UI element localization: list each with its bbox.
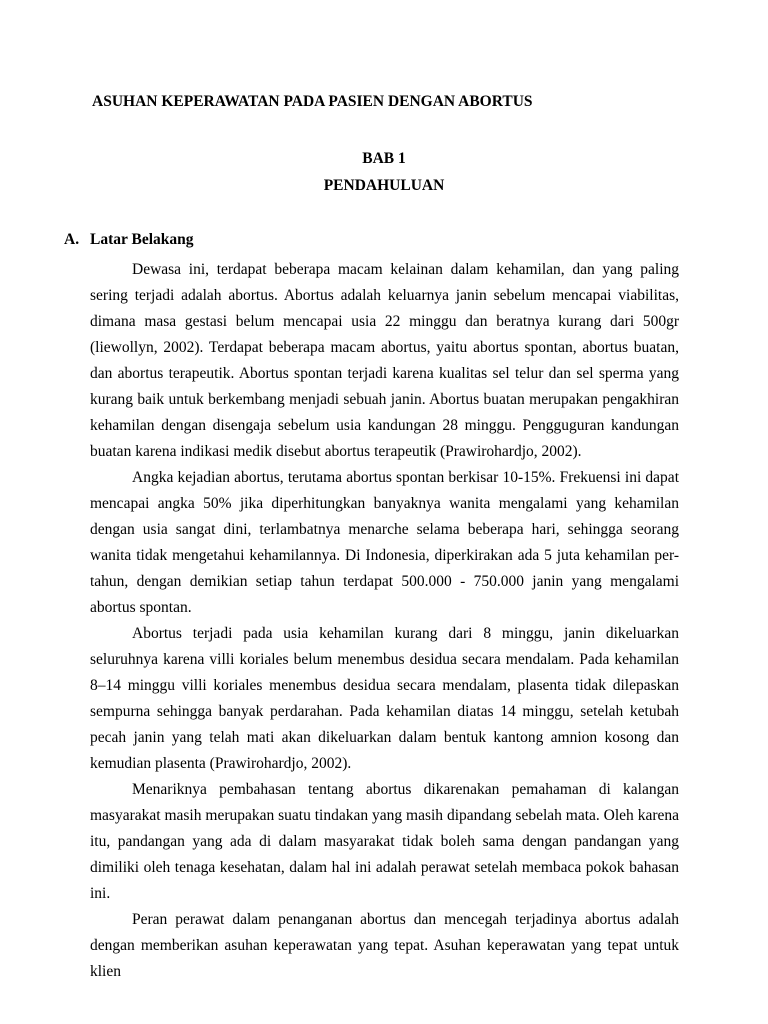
- chapter-number: BAB 1: [362, 150, 406, 167]
- paragraph: Angka kejadian abortus, terutama abortus spontan berkisar 10-15%. Frekuensi ini dapat mencapai angka 50% jika diperhitungkan banyaknya wanita mengalami yang kehamilan dengan usia sangat dini, terlambatnya menarche selama beberapa hari, sehingga seorang wanita tidak mengetahui kehamilannya. Di Indonesia, diperkirakan ada 5 juta kehamilan per-tahun, dengan demikian setiap tahun terdapat 500.000 - 750.000 janin yang mengalami abortus spontan.: [90, 469, 679, 616]
- section-letter: A.: [64, 231, 80, 248]
- section-heading-text: Latar Belakang: [90, 231, 194, 248]
- chapter-title: PENDAHULUAN: [323, 177, 445, 194]
- paragraph: Peran perawat dalam penanganan abortus dan mencegah terjadinya abortus adalah dengan memberikan asuhan keperawatan yang tepat. Asuhan keperawatan yang tepat untuk klien: [90, 911, 679, 980]
- document-title: ASUHAN KEPERAWATAN PADA PASIEN DENGAN ABORTUS: [92, 93, 533, 110]
- section-heading: [64, 231, 194, 249]
- paragraph: Dewasa ini, terdapat beberapa macam kelainan dalam kehamilan, dan yang paling sering terjadi adalah abortus. Abortus adalah keluarnya janin sebelum mencapai viabilitas, dimana masa gestasi belum mencapai usia 22 minggu dan beratnya kurang dari 500gr (liewollyn, 2002). Terdapat beberapa macam abortus, yaitu abortus spontan, abortus buatan, dan abortus terapeutik. Abortus spontan terjadi karena kualitas sel telur dan sel sperma yang kurang baik untuk berkembang menjadi sebuah janin. Abortus buatan merupakan pengakhiran kehamilan dengan disengaja sebelum usia kandungan 28 minggu. Pengguguran kandungan buatan karena indikasi medik disebut abortus terapeutik (Prawirohardjo, 2002).: [90, 261, 679, 460]
- paragraph: Abortus terjadi pada usia kehamilan kurang dari 8 minggu, janin dikeluarkan seluruhnya karena villi koriales belum menembus desidua secara mendalam. Pada kehamilan 8–14 minggu villi koriales menembus desidua secara mendalam, plasenta tidak dilepaskan sempurna sehingga banyak perdarahan. Pada kehamilan diatas 14 minggu, setelah ketubah pecah janin yang telah mati akan dikeluarkan dalam bentuk kantong amnion kosong dan kemudian plasenta (Prawirohardjo, 2002).: [90, 625, 679, 772]
- paragraph: Menariknya pembahasan tentang abortus dikarenakan pemahaman di kalangan masyarakat masih merupakan suatu tindakan yang masih dipandang sebelah mata. Oleh karena itu, pandangan yang ada di dalam masyarakat tidak boleh sama dengan pandangan yang dimiliki oleh tenaga kesehatan, dalam hal ini adalah perawat setelah membaca pokok bahasan ini.: [90, 781, 679, 902]
- body-text: [90, 257, 679, 985]
